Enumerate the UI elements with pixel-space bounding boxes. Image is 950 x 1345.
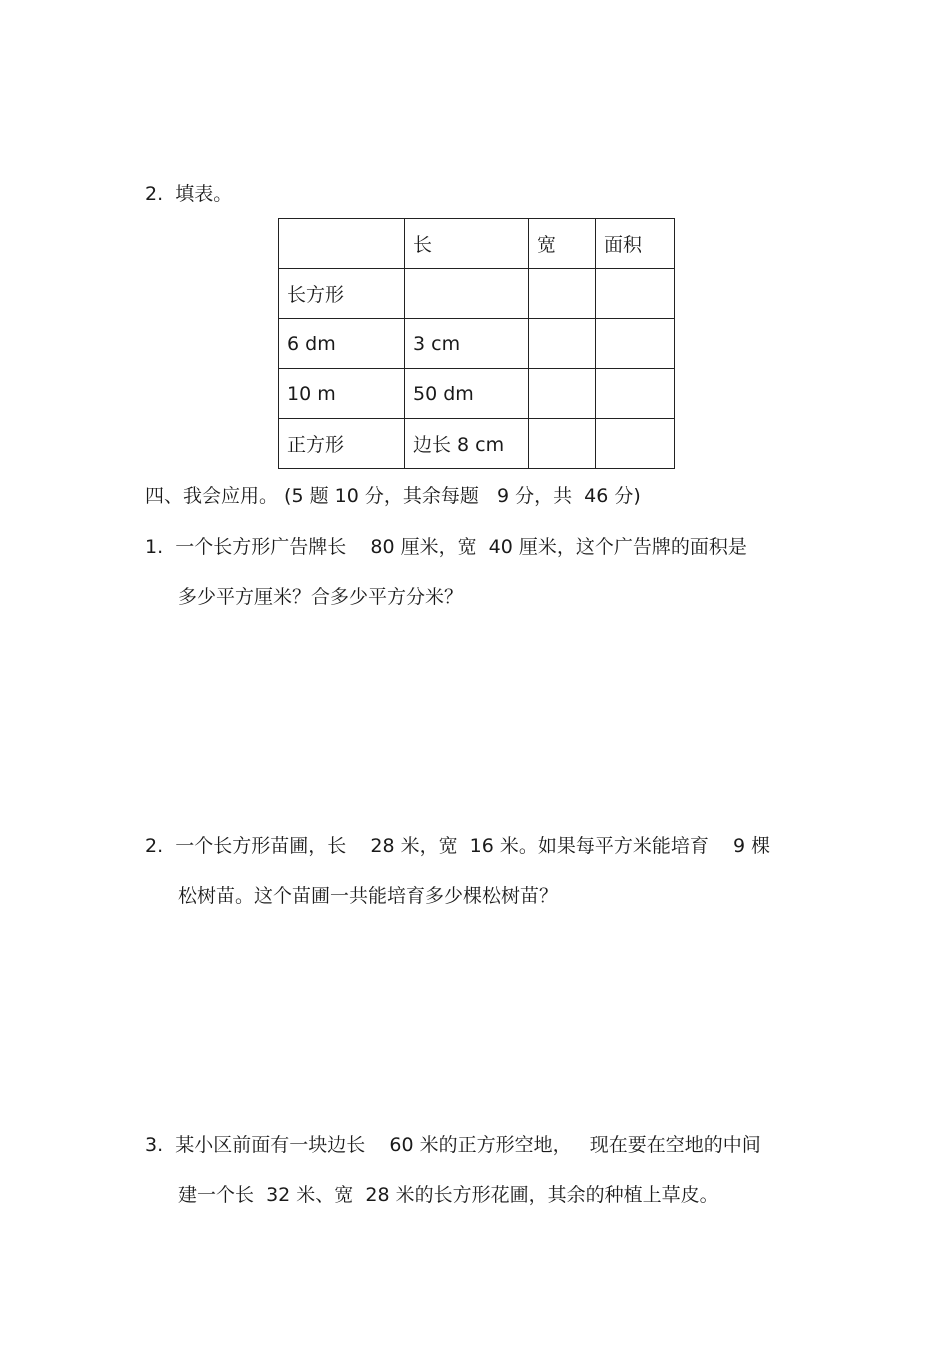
- table-cell: 6 dm: [279, 319, 405, 369]
- table-cell: 50 dm: [405, 369, 529, 419]
- fill-table-heading: 2. 填表。: [145, 183, 233, 205]
- table-row: [279, 369, 675, 419]
- table-cell: 10 m: [279, 369, 405, 419]
- fill-table: [278, 218, 675, 469]
- table-cell: 3 cm: [405, 319, 529, 369]
- table-cell: [529, 369, 596, 419]
- table-row: [279, 319, 675, 369]
- problem-2-line-1: 2. 一个长方形苗圃，长 28 米，宽 16 米。如果每平方米能培育 9 棵: [145, 835, 771, 857]
- table-cell: [596, 369, 675, 419]
- table-cell: [596, 319, 675, 369]
- table-cell: 长: [405, 219, 529, 269]
- table-cell: [596, 419, 675, 469]
- table-cell: 面积: [596, 219, 675, 269]
- table-cell: 宽: [529, 219, 596, 269]
- section-heading: 四、我会应用。 (5 题 10 分，其余每题 9 分，共 46 分): [145, 485, 641, 507]
- table-row: [279, 419, 675, 469]
- table-cell: [529, 419, 596, 469]
- table-cell: 边长 8 cm: [405, 419, 529, 469]
- problem-2-line-2: 松树苗。这个苗圃一共能培育多少棵松树苗？: [178, 885, 559, 907]
- problem-3-line-1: 3. 某小区前面有一块边长 60 米的正方形空地， 现在要在空地的中间: [145, 1134, 761, 1156]
- table-cell: [596, 269, 675, 319]
- table-row: [279, 269, 675, 319]
- table-cell: [405, 269, 529, 319]
- problem-3-line-2: 建一个长 32 米、宽 28 米的长方形花圃，其余的种植上草皮。: [178, 1184, 719, 1206]
- problem-1-line-1: 1. 一个长方形广告牌长 80 厘米，宽 40 厘米，这个广告牌的面积是: [145, 536, 747, 558]
- problem-1-line-2: 多少平方厘米？合多少平方分米？: [178, 586, 464, 608]
- table-cell: [279, 219, 405, 269]
- table-cell: 正方形: [279, 419, 405, 469]
- table-cell: [529, 319, 596, 369]
- table-cell: [529, 269, 596, 319]
- table-cell: 长方形: [279, 269, 405, 319]
- table-header-row: [279, 219, 675, 269]
